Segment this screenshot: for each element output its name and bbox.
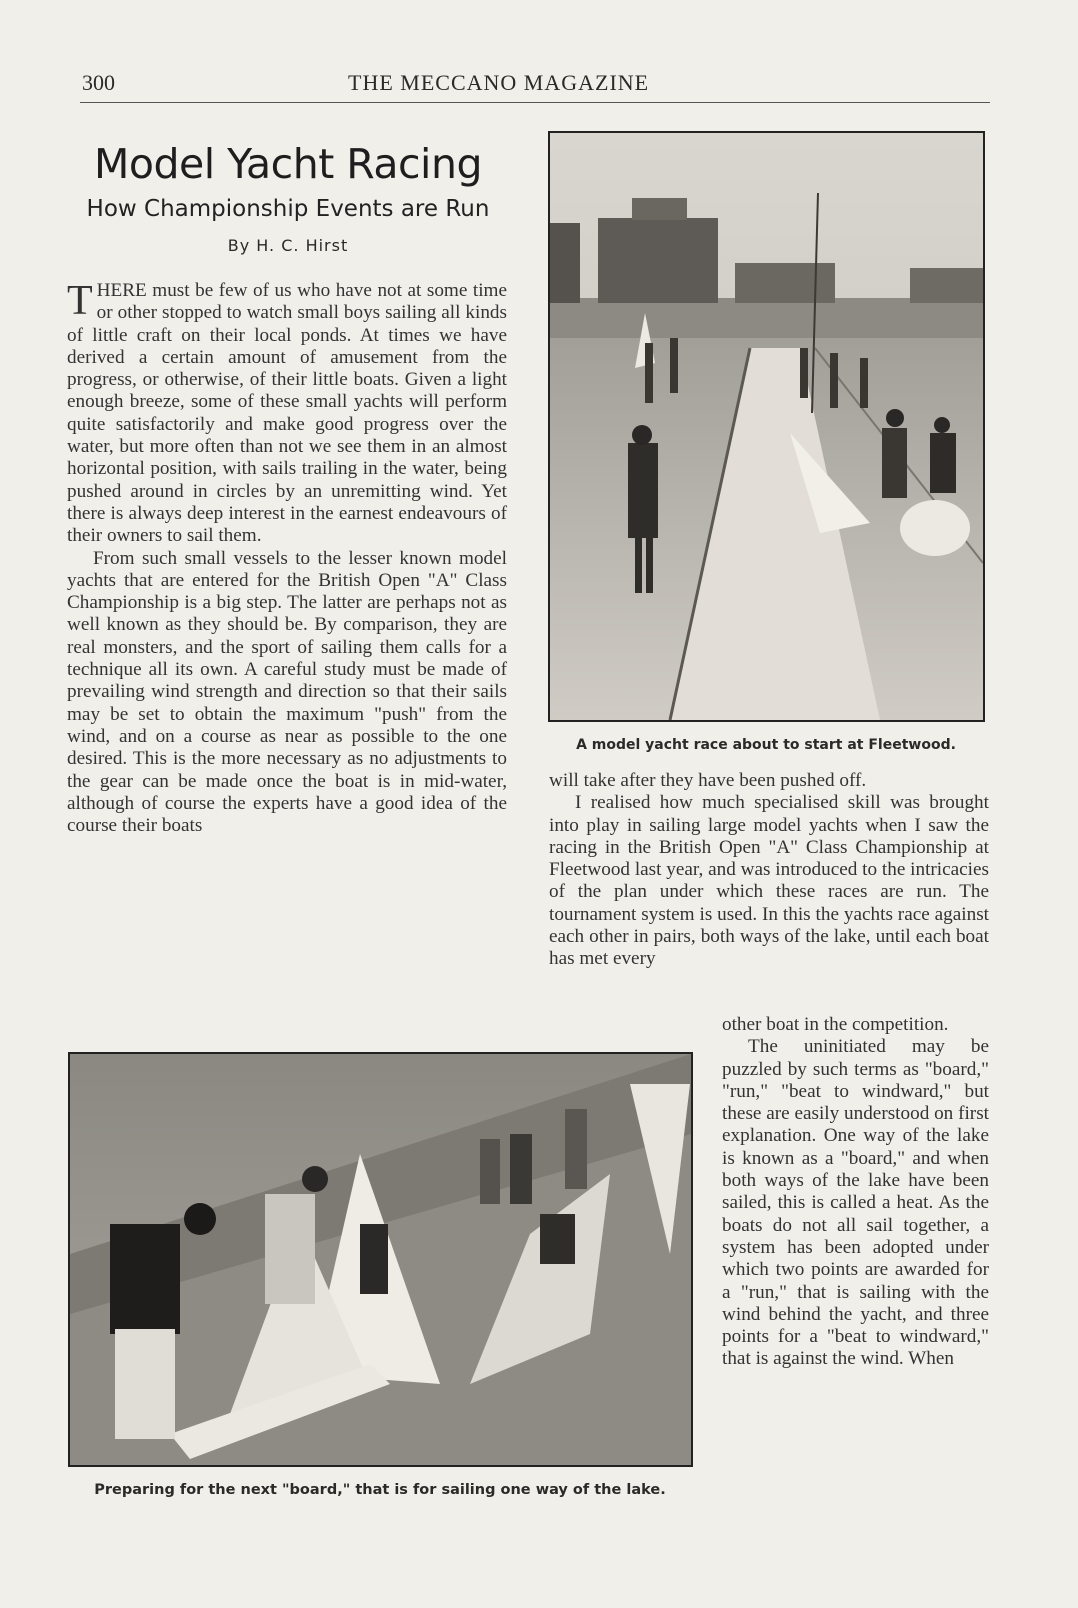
photo-preparing-yachts (68, 1052, 693, 1467)
photo-fleetwood-race-start (548, 131, 985, 722)
dropcap: T (67, 278, 93, 324)
article-subtitle: How Championship Events are Run (86, 196, 490, 222)
left-column (67, 280, 507, 837)
byline: By H. C. Hirst (227, 236, 349, 255)
photo-caption-race-start: A model yacht race about to start at Fleetwood. (576, 737, 956, 753)
paragraph: I realised how much specialised skill was brought into play in sailing large model yachts when I saw the racing in the British Open "A" Class Championship at Fleetwood last year, and was introduced to the intricacies of the plan under which these races are run. The tournament system is used. In this the yachts race against each other in pairs, both ways of the lake, until each boat has met every (549, 792, 989, 970)
page-number: 300 (82, 70, 115, 95)
paragraph-continuation: other boat in the competition. (722, 1014, 949, 1035)
header-rule (80, 102, 990, 103)
right-narrow-column (722, 1014, 989, 1371)
magazine-title: THE MECCANO MAGAZINE (348, 70, 650, 95)
paragraph-intro (67, 280, 507, 548)
paragraph: will take after they have been pushed off. (549, 770, 867, 791)
article-title: Model Yacht Racing (94, 140, 482, 188)
photo-caption-preparing: Preparing for the next "board," that is for sailing one way of the lake. (94, 1482, 666, 1498)
paragraph: From such small vessels to the lesser known model yachts that are entered for the British Open "A" Class Championship is a big step. The latter are perhaps not as well known as they should be. By comparison, they are real monsters, and the sport of sailing them calls for a technique all its own. A careful study must be made of prevailing wind strength and direction so that their sails may be set to obtain the maximum "push" from the wind, and on a course as near as possible to the one desired. This is the more necessary as no adjustments to the gear can be made once the boat is in mid-water, although of course the experts have a good idea of the course their boats (67, 547, 507, 837)
paragraph-intro-text: HERE must be few of us who have not at some time or other stopped to watch small boys sailing all kinds of little craft on their local ponds. At times we have derived a certain amount of amusement from the progress, or otherwise, of their little boats. Given a light enough breeze, some of these small yachts will perform quite satisfactorily and make good progress over the water, but more often than not we see them in an almost horizontal position, with sails trailing in the water, being pushed around in circles by an unremitting wind. Yet there is always deep interest in the earnest endeavours of their owners to sail them. (67, 280, 507, 547)
paragraph: The uninitiated may be puzzled by such terms as "board," "run," "beat to windward," but these are easily understood on first explanation. One way of the lake is known as a "board," and when both ways of the lake have been sailed, this is called a heat. As the boats do not all sail together, a system has been adopted under which two points are awarded for a "run," that is sailing with the wind behind the yacht, and three points for a "beat to windward," that is against the wind. When (722, 1036, 989, 1370)
right-column (549, 770, 989, 971)
